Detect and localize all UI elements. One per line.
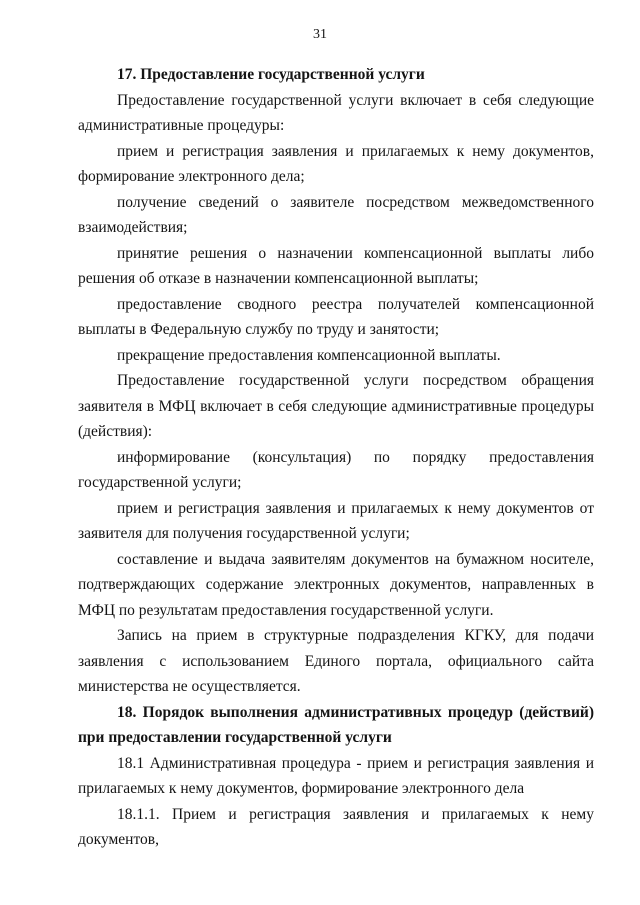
section-heading-18: 18. Порядок выполнения административных процедур (действий) при предоставлении государственной услуги	[78, 703, 594, 746]
document-body	[78, 62, 594, 853]
paragraph: Предоставление государственной услуги включает в себя следующие административные процедуры:	[78, 91, 594, 134]
paragraph: прием и регистрация заявления и прилагаемых к нему документов от заявителя для получения государственной услуги;	[78, 499, 594, 542]
section-heading-17: 17. Предоставление государственной услуги	[117, 66, 425, 83]
paragraph: Запись на прием в структурные подразделения КГКУ, для подачи заявления с использованием Единого портала, официального сайта министерства не осуществляется.	[78, 627, 594, 695]
paragraph: прекращение предоставления компенсационной выплаты.	[117, 346, 501, 364]
paragraph: получение сведений о заявителе посредством межведомственного взаимодействия;	[78, 193, 594, 236]
paragraph: 18.1.1. Прием и регистрация заявления и прилагаемых к нему документов,	[78, 805, 594, 848]
paragraph: прием и регистрация заявления и прилагаемых к нему документов, формирование электронного дела;	[78, 142, 594, 185]
paragraph: Предоставление государственной услуги посредством обращения заявителя в МФЦ включает в себя следующие административные процедуры (действия):	[78, 372, 594, 440]
paragraph: составление и выдача заявителям документов на бумажном носителе, подтверждающих содержание электронных документов, направленных в МФЦ по результатам предоставления государственной услуги.	[78, 550, 594, 619]
paragraph: принятие решения о назначении компенсационной выплаты либо решения об отказе в назначении компенсационной выплаты;	[78, 244, 594, 287]
paragraph: предоставление сводного реестра получателей компенсационной выплаты в Федеральную службу по труду и занятости;	[78, 295, 594, 338]
page-number: 31	[313, 27, 327, 42]
paragraph: информирование (консультация) по порядку предоставления государственной услуги;	[78, 448, 594, 491]
paragraph: 18.1 Административная процедура - прием и регистрация заявления и прилагаемых к нему документов, формирование электронного дела	[78, 754, 594, 797]
